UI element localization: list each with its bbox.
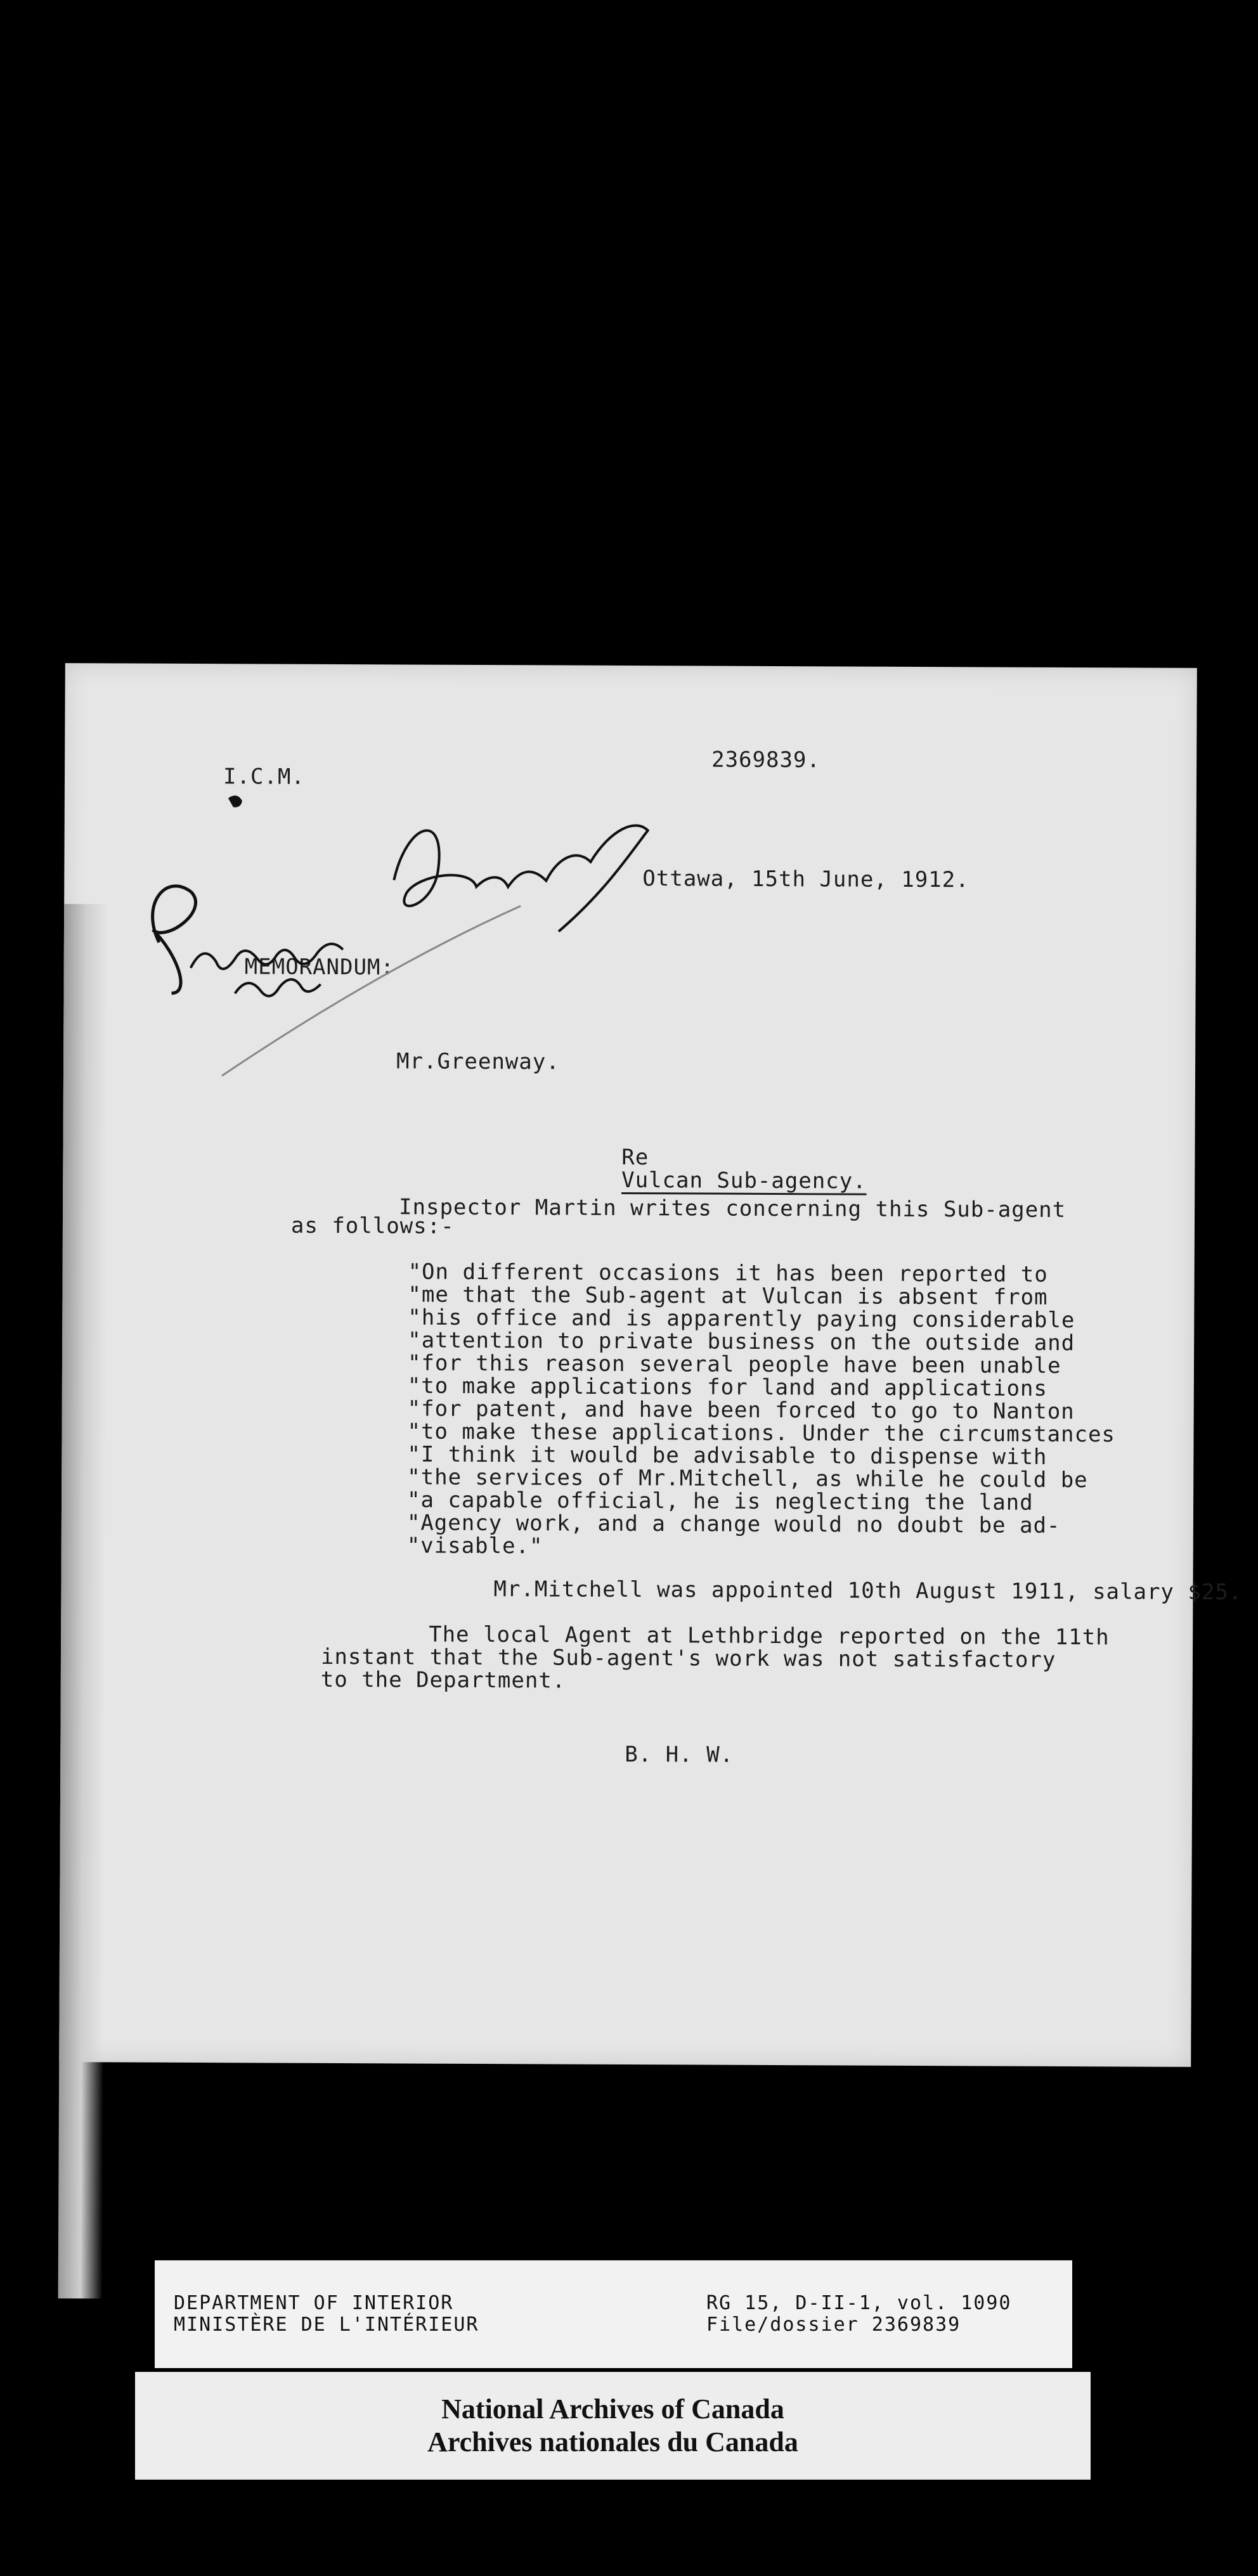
archive-name-fr: Archives nationales du Canada	[427, 2426, 798, 2457]
reference-number: RG 15, D-II-1, vol. 1090	[706, 2292, 1012, 2314]
handwriting-buskard	[394, 825, 648, 932]
archive-name-en: National Archives of Canada	[441, 2393, 784, 2425]
quote-line: "for this reason several people have been unable	[407, 1350, 1061, 1379]
ink-blot	[228, 795, 242, 808]
quote-line: "Agency work, and a change would no doubt be ad-	[406, 1510, 1061, 1538]
appointment-line: Mr.Mitchell was appointed 10th August 1911, salary $25.	[493, 1576, 1243, 1606]
paper-edge-wear	[58, 904, 109, 2298]
quote-line: "visable."	[406, 1533, 543, 1559]
quote-line: "to make these applications. Under the circumstances	[407, 1419, 1116, 1448]
file-dossier: File/dossier 2369839	[706, 2314, 961, 2336]
place-date: Ottawa, 15th June, 1912.	[642, 866, 969, 893]
dept-fr: MINISTÈRE DE L'INTÉRIEUR	[174, 2314, 479, 2336]
signature-initials: B. H. W.	[625, 1741, 734, 1768]
addressee: Mr.Greenway.	[396, 1048, 560, 1075]
handwriting-initials	[235, 979, 321, 996]
quote-line: "I think it would be advisable to dispense with	[407, 1441, 1047, 1470]
local-agent-line-1: The local Agent at Lethbridge reported on the 11th	[429, 1621, 1110, 1651]
subject-text: Vulcan Sub-agency.	[621, 1167, 867, 1194]
initials-top: I.C.M.	[223, 764, 305, 790]
quote-line: "for patent, and have been forced to go to Nanton	[407, 1396, 1075, 1425]
quote-line: "a capable official, he is neglecting the land	[406, 1487, 1034, 1516]
intro-line-1: Inspector Martin writes concerning this Sub-agent	[398, 1194, 1067, 1223]
quote-line: "the services of Mr.Mitchell, as while he could be	[407, 1464, 1088, 1493]
quote-line: "On different occasions it has been reported to	[408, 1259, 1048, 1287]
local-agent-line-2: instant that the Sub-agent's work was not satisfactory	[320, 1644, 1056, 1673]
quote-line: "attention to private business on the outside and	[408, 1327, 1075, 1356]
intro-line-2: as follows:-	[290, 1213, 455, 1239]
subject-prefix: Re	[621, 1144, 649, 1171]
dept-en: DEPARTMENT OF INTERIOR	[174, 2292, 454, 2314]
handwriting-return	[152, 886, 196, 993]
memorandum-heading: MEMORANDUM:	[244, 954, 394, 981]
quote-line: "his office and is apparently paying considerable	[408, 1304, 1075, 1334]
local-agent-line-3: to the Department.	[320, 1666, 566, 1694]
local-agent-paragraph	[320, 1621, 1110, 1737]
document-page	[59, 663, 1243, 2067]
archive-banner	[135, 2372, 1091, 2480]
archive-reference-label	[155, 2260, 1072, 2368]
quote-line: "me that the Sub-agent at Vulcan is absent from	[408, 1282, 1048, 1310]
handwritten-annotation	[63, 663, 1196, 1175]
quote-line: "to make applications for land and applications	[407, 1373, 1048, 1401]
file-number: 2369839.	[711, 747, 821, 773]
